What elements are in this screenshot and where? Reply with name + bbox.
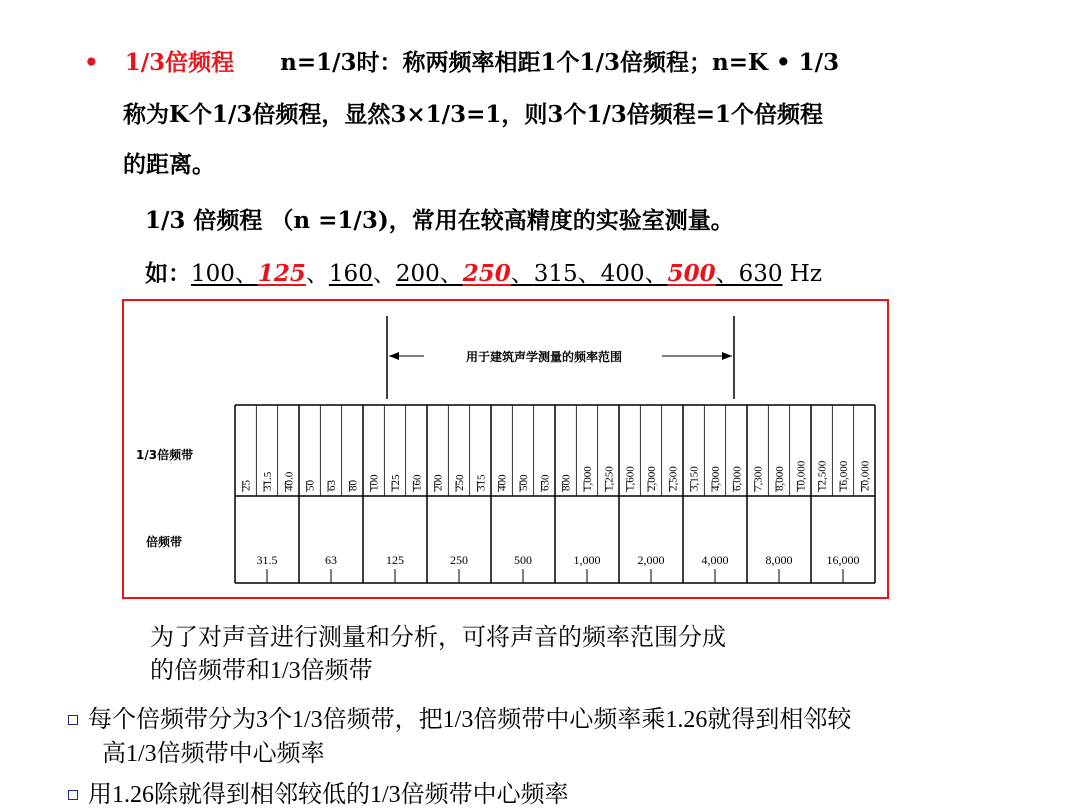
bullet-2-line1: 用1.26除就得到相邻较低的1/3倍频带中心频率 [88,782,569,808]
octave-band-label: 16,000 [826,553,860,567]
bullet-1-line1: 每个倍频带分为3个1/3倍频带，把1/3倍频带中心频率乘1.26就得到相邻较 [88,707,852,733]
octave-band-label: 1,000 [573,553,601,567]
octave-band-label: 8,000 [765,553,793,567]
separator: 、 [715,261,739,287]
square-bullet-icon [68,715,78,725]
octave-band-label: 500 [514,553,532,567]
third-band-label: 250 [454,474,466,491]
frequency-value: 400 [600,261,645,287]
third-band-label: 31.5 [262,471,274,491]
octave-band-label: 63 [325,553,337,567]
third-band-label: 125 [390,474,402,491]
bullet-item-2 [68,774,569,809]
arrow-right-icon [722,352,732,360]
separator: 、 [644,261,668,287]
third-band-label: 1,000 [582,466,594,491]
third-band-label: 2,500 [667,466,680,491]
bullet-item-1 [68,699,851,734]
third-band-label: 160 [411,474,424,491]
third-band-label: 12,500 [816,460,829,491]
separator: 、 [439,261,463,287]
separator: 、 [305,261,329,287]
third-octave-row-label: 1/3倍频带 [136,448,194,462]
octave-band-label: 250 [450,553,468,567]
third-band-label: 25 [240,480,253,491]
third-band-label: 100 [368,474,381,491]
third-band-label: 80 [347,480,360,491]
frequency-value: 125 [257,260,306,287]
third-band-label: 8,000 [774,466,786,491]
frequency-value: 160 [328,261,373,287]
square-bullet-icon [68,790,78,800]
separator: 、 [234,261,258,287]
third-band-label: 1,250 [603,466,616,491]
example-frequencies [145,255,822,288]
para1-line3: 的距离。 [123,151,215,178]
third-band-label: 4,000 [710,466,722,491]
frequency-value: 315 [533,261,578,287]
third-band-label: 40.0 [283,471,296,491]
third-band-label: 1,600 [624,466,637,491]
third-band-label: 3,150 [688,466,701,491]
para1-line1-text: n=1/3时：称两频率相距1个1/3倍频程；n=K • 1/3 [280,49,840,76]
frequency-value: 200 [395,261,440,287]
frequency-list [191,261,782,287]
unit-label: Hz [782,261,822,287]
frequency-value: 250 [462,260,511,287]
frequency-value: 630 [738,261,783,287]
band-diagram [124,301,887,597]
third-band-label: 7,300 [752,466,765,491]
caption-line2: 的倍频带和1/3倍频带 [150,658,373,684]
separator: 、 [510,261,534,287]
third-band-label: 200 [432,474,445,491]
third-band-label: 6,000 [731,466,744,491]
arrow-left-icon [389,352,399,360]
third-band-label: 50 [304,480,317,491]
octave-band-label: 125 [386,553,404,567]
frequency-band-figure [122,299,889,599]
third-band-label: 500 [518,474,530,491]
term-third-octave: 1/3倍频程 [124,49,235,76]
range-label: 用于建筑声学测量的频率范围 [465,350,623,364]
third-band-label: 63 [326,480,338,491]
example-prefix: 如： [145,260,191,287]
para1-line1 [84,44,839,77]
third-band-label: 315 [475,474,488,491]
third-band-label: 630 [539,474,552,491]
frequency-value: 100 [191,261,235,287]
separator: 、 [577,261,601,287]
para2-line: 1/3 倍频程 （n =1/3)，常用在较高精度的实验室测量。 [145,207,734,234]
third-band-label: 16,000 [838,460,850,491]
third-band-label: 800 [560,474,573,491]
octave-band-label: 31.5 [256,553,278,567]
octave-row-label: 倍频带 [146,535,183,549]
separator: 、 [372,261,396,287]
third-band-label: 20,000 [859,460,872,491]
bullet-1-line2: 高1/3倍频带中心频率 [102,741,325,767]
bullet-dot: • [84,50,99,76]
third-band-label: 2,000 [646,466,658,491]
para1-line2: 称为K个1/3倍频程，显然3×1/3=1，则3个1/3倍频程=1个倍频程 [123,101,824,128]
third-band-label: 400 [496,474,509,491]
octave-band-label: 4,000 [701,553,729,567]
octave-band-label: 2,000 [637,553,665,567]
third-band-label: 10,000 [795,460,808,491]
caption-line1: 为了对声音进行测量和分析，可将声音的频率范围分成 [150,625,726,651]
frequency-value: 500 [667,260,716,287]
